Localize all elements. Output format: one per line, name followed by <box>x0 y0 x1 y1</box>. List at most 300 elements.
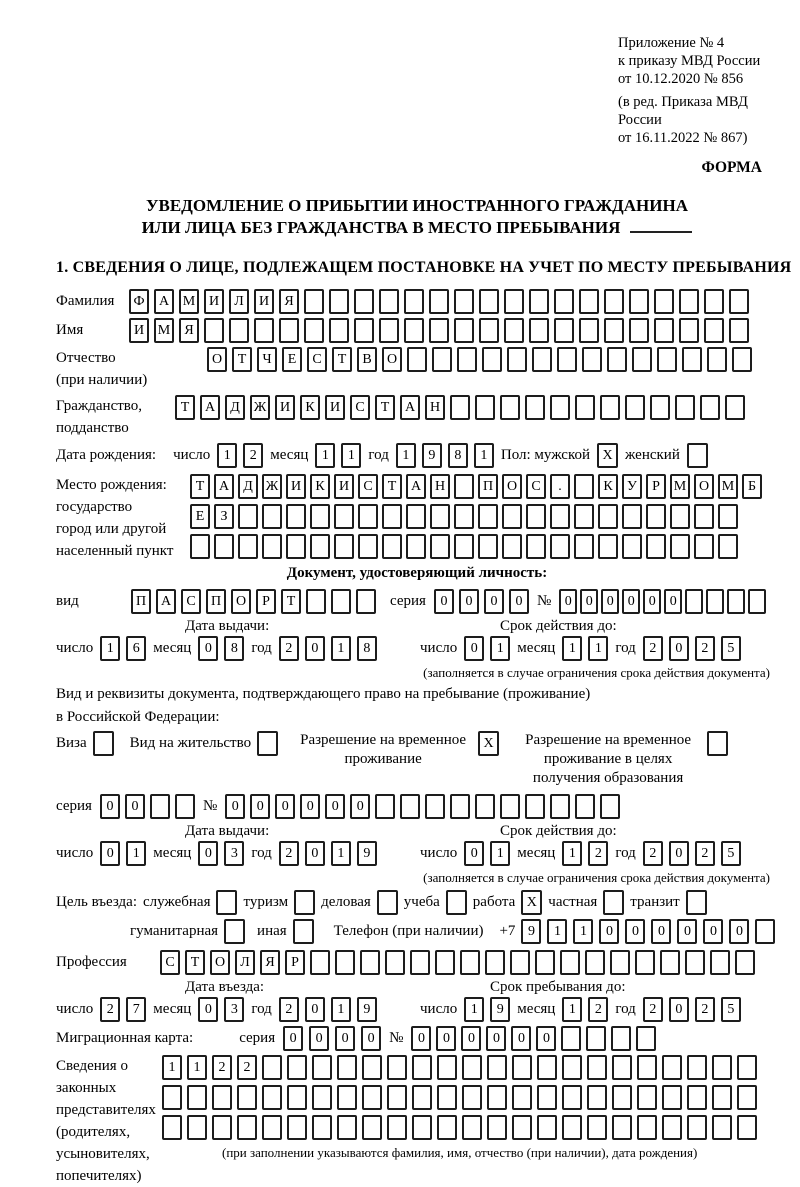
char-cell <box>437 1085 457 1110</box>
char-cell <box>454 474 474 499</box>
char-cell <box>612 1115 632 1140</box>
residence-permit-label: Вид на жительство <box>129 735 252 751</box>
char-cell: Ж <box>262 474 282 499</box>
char-cell: М <box>718 474 738 499</box>
purpose-row2 <box>56 919 778 944</box>
char-cell <box>737 1085 757 1110</box>
entry-day-cells <box>100 997 146 1022</box>
char-cell: 0 <box>198 997 218 1022</box>
char-cell <box>675 395 695 420</box>
char-cell <box>562 1055 582 1080</box>
char-cell <box>360 950 380 975</box>
char-cell: 2 <box>588 841 608 866</box>
char-cell <box>685 950 705 975</box>
series-label: серия <box>56 798 92 814</box>
char-cell <box>532 347 552 372</box>
char-cell: Т <box>382 474 402 499</box>
char-cell: К <box>310 474 330 499</box>
char-cell: 0 <box>100 794 120 819</box>
char-cell: Т <box>185 950 205 975</box>
gender-male-label: Пол: мужской <box>500 447 591 463</box>
char-cell: 1 <box>341 443 361 468</box>
doc-valid-month-cells <box>562 636 608 661</box>
char-cell <box>304 318 324 343</box>
char-cell: 9 <box>357 841 377 866</box>
char-cell <box>500 794 520 819</box>
char-cell: Т <box>175 395 195 420</box>
char-cell <box>707 347 727 372</box>
appendix-line: к приказу МВД России <box>618 53 761 69</box>
char-cell <box>337 1055 357 1080</box>
month-label: месяц <box>517 640 556 656</box>
char-cell: 0 <box>669 841 689 866</box>
char-cell: 8 <box>357 636 377 661</box>
char-cell: Н <box>430 474 450 499</box>
char-cell: 8 <box>448 443 468 468</box>
char-cell: 0 <box>436 1026 456 1051</box>
char-cell <box>610 950 630 975</box>
char-cell <box>475 794 495 819</box>
char-cell: О <box>207 347 227 372</box>
char-cell: 1 <box>490 636 510 661</box>
char-cell: Д <box>225 395 245 420</box>
char-cell: 0 <box>335 1026 355 1051</box>
char-cell <box>335 950 355 975</box>
char-cell: А <box>154 289 174 314</box>
char-cell <box>262 504 282 529</box>
char-cell: 0 <box>643 589 661 614</box>
visa-checkbox <box>93 731 114 756</box>
char-cell <box>635 950 655 975</box>
char-cell: С <box>160 950 180 975</box>
char-cell: Н <box>425 395 445 420</box>
char-cell: 2 <box>279 841 299 866</box>
char-cell <box>450 395 470 420</box>
char-cell <box>550 395 570 420</box>
char-cell <box>204 318 224 343</box>
patronymic-label: Отчество <box>56 350 116 366</box>
profession-cells <box>160 950 755 975</box>
char-cell: 0 <box>599 919 619 944</box>
migration-card-label: Миграционная карта: <box>56 1030 194 1046</box>
char-cell <box>537 1055 557 1080</box>
day-label: число <box>420 640 458 656</box>
char-cell: 0 <box>250 794 270 819</box>
stay-valid-month-cells <box>562 841 608 866</box>
char-cell: 0 <box>305 997 325 1022</box>
purpose-transit-label: транзит <box>630 894 680 910</box>
char-cell <box>562 1115 582 1140</box>
char-cell: 1 <box>217 443 237 468</box>
char-cell: О <box>231 589 251 614</box>
stay-until-month-cells <box>562 997 608 1022</box>
char-cell <box>735 950 755 975</box>
doc-issue-month-cells <box>198 636 244 661</box>
char-cell <box>662 1085 682 1110</box>
representatives-label-line: представителях <box>56 1102 156 1118</box>
char-cell: 5 <box>721 997 741 1022</box>
char-cell: С <box>181 589 201 614</box>
purpose-work-checkbox: X <box>521 890 542 915</box>
char-cell <box>237 1085 257 1110</box>
char-cell <box>625 395 645 420</box>
char-cell <box>478 504 498 529</box>
char-cell <box>612 1055 632 1080</box>
char-cell <box>404 318 424 343</box>
char-cell: 5 <box>721 636 741 661</box>
char-cell: О <box>382 347 402 372</box>
char-cell: М <box>154 318 174 343</box>
char-cell: Т <box>281 589 301 614</box>
char-cell: 9 <box>357 997 377 1022</box>
char-cell <box>379 318 399 343</box>
char-cell <box>737 1115 757 1140</box>
representatives-row <box>56 1055 778 1187</box>
char-cell: 0 <box>198 841 218 866</box>
char-cell: М <box>670 474 690 499</box>
char-cell <box>187 1085 207 1110</box>
char-cell <box>487 1055 507 1080</box>
char-cell <box>190 534 210 559</box>
char-cell: Б <box>742 474 762 499</box>
char-cell: П <box>131 589 151 614</box>
char-cell <box>535 950 555 975</box>
char-cell <box>604 289 624 314</box>
char-cell <box>622 504 642 529</box>
char-cell <box>579 289 599 314</box>
char-cell: И <box>275 395 295 420</box>
char-cell: О <box>694 474 714 499</box>
char-cell <box>755 919 775 944</box>
char-cell <box>238 504 258 529</box>
char-cell <box>604 318 624 343</box>
birth-day-cells <box>217 443 263 468</box>
char-cell <box>334 504 354 529</box>
patronymic-row <box>56 347 778 391</box>
char-cell <box>574 504 594 529</box>
doc-dates-row <box>56 636 778 661</box>
char-cell: 1 <box>464 997 484 1022</box>
char-cell <box>712 1085 732 1110</box>
char-cell: 1 <box>490 841 510 866</box>
purpose-work-label: работа <box>472 894 516 910</box>
char-cell: Т <box>375 395 395 420</box>
char-cell <box>510 950 530 975</box>
char-cell <box>607 347 627 372</box>
char-cell: З <box>214 504 234 529</box>
char-cell <box>450 794 470 819</box>
given-name-label: Имя <box>56 322 84 338</box>
char-cell <box>425 794 445 819</box>
char-cell: 1 <box>588 636 608 661</box>
validity-note: (заполняется в случае ограничения срока действия документа) <box>423 870 770 885</box>
char-cell <box>362 1085 382 1110</box>
char-cell: 2 <box>643 997 663 1022</box>
series-label: серия <box>239 1030 276 1046</box>
char-cell <box>504 289 524 314</box>
valid-until-heading: Срок действия до: <box>500 823 617 839</box>
char-cell: 0 <box>275 794 295 819</box>
char-cell <box>704 289 724 314</box>
birth-place-cells-row2 <box>190 504 762 529</box>
char-cell <box>212 1115 232 1140</box>
char-cell: 0 <box>350 794 370 819</box>
char-cell <box>637 1085 657 1110</box>
char-cell <box>700 395 720 420</box>
char-cell: 2 <box>588 997 608 1022</box>
char-cell <box>574 474 594 499</box>
char-cell <box>479 289 499 314</box>
identity-doc-heading: Документ, удостоверяющий личность: <box>286 565 548 581</box>
char-cell <box>429 289 449 314</box>
char-cell: А <box>214 474 234 499</box>
char-cell: 8 <box>224 636 244 661</box>
char-cell <box>356 589 376 614</box>
phone-label: Телефон (при наличии) <box>333 923 484 939</box>
char-cell: 2 <box>100 997 120 1022</box>
representatives-label-line: попечителях) <box>56 1168 142 1184</box>
day-label: число <box>56 640 94 656</box>
char-cell <box>310 504 330 529</box>
char-cell <box>732 347 752 372</box>
char-cell: 0 <box>325 794 345 819</box>
char-cell <box>537 1115 557 1140</box>
issue-date-heading: Дата выдачи: <box>185 618 270 634</box>
char-cell <box>725 395 745 420</box>
char-cell <box>694 534 714 559</box>
char-cell: 9 <box>422 443 442 468</box>
day-label: число <box>173 447 211 463</box>
char-cell <box>485 950 505 975</box>
char-cell <box>660 950 680 975</box>
entry-dates-row <box>56 997 778 1022</box>
given-name-row <box>56 318 778 343</box>
char-cell <box>748 589 766 614</box>
stay-issue-month-cells <box>198 841 244 866</box>
char-cell <box>562 1085 582 1110</box>
char-cell <box>358 534 378 559</box>
char-cell: 0 <box>509 589 529 614</box>
surname-row <box>56 289 778 314</box>
char-cell <box>550 504 570 529</box>
stay-doc-series-cells <box>100 794 195 819</box>
char-cell: Р <box>256 589 276 614</box>
doc-kind-cells <box>131 589 376 614</box>
char-cell <box>574 534 594 559</box>
char-cell: 6 <box>126 636 146 661</box>
char-cell <box>331 589 351 614</box>
birth-year-cells <box>396 443 494 468</box>
char-cell: С <box>358 474 378 499</box>
char-cell: И <box>325 395 345 420</box>
char-cell <box>712 1115 732 1140</box>
month-label: месяц <box>153 1001 192 1017</box>
char-cell: О <box>210 950 230 975</box>
char-cell: 9 <box>490 997 510 1022</box>
entry-date-heading: Дата въезда: <box>185 979 265 995</box>
year-label: год <box>615 640 636 656</box>
char-cell <box>622 534 642 559</box>
char-cell <box>611 1026 631 1051</box>
char-cell <box>525 395 545 420</box>
char-cell <box>729 318 749 343</box>
amendment-line: (в ред. Приказа МВД России <box>618 94 748 128</box>
char-cell: 3 <box>224 841 244 866</box>
char-cell <box>435 950 455 975</box>
purpose-private-label: частная <box>548 894 598 910</box>
stay-doc-intro2: в Российской Федерации: <box>56 709 220 725</box>
char-cell <box>587 1055 607 1080</box>
char-cell: 1 <box>162 1055 182 1080</box>
citizenship-cells <box>175 395 745 420</box>
birth-place-label-line: населенный пункт <box>56 543 174 559</box>
amendment-line: от 16.11.2022 № 867) <box>618 130 748 146</box>
representatives-cells-row2 <box>162 1085 757 1110</box>
form-label: ФОРМА <box>701 159 762 176</box>
char-cell <box>629 318 649 343</box>
month-label: месяц <box>153 640 192 656</box>
char-cell <box>337 1115 357 1140</box>
purpose-business-checkbox <box>216 890 237 915</box>
char-cell <box>362 1055 382 1080</box>
char-cell <box>507 347 527 372</box>
char-cell <box>387 1115 407 1140</box>
char-cell <box>262 1115 282 1140</box>
char-cell: Р <box>285 950 305 975</box>
stay-doc-series-row <box>56 794 778 819</box>
purpose-tourism-label: туризм <box>243 894 289 910</box>
month-label: месяц <box>517 1001 556 1017</box>
stay-valid-year-cells <box>643 841 741 866</box>
day-label: число <box>420 845 458 861</box>
char-cell: 2 <box>212 1055 232 1080</box>
char-cell <box>706 589 724 614</box>
char-cell <box>460 950 480 975</box>
char-cell <box>718 534 738 559</box>
doc-valid-day-cells <box>464 636 510 661</box>
char-cell: 2 <box>243 443 263 468</box>
char-cell <box>502 534 522 559</box>
char-cell <box>175 794 195 819</box>
char-cell <box>334 534 354 559</box>
char-cell <box>412 1055 432 1080</box>
char-cell <box>162 1085 182 1110</box>
char-cell <box>587 1115 607 1140</box>
char-cell: И <box>334 474 354 499</box>
char-cell <box>637 1115 657 1140</box>
validity-note: (заполняется в случае ограничения срока действия документа) <box>423 665 770 680</box>
birth-place-cells-row1 <box>190 474 762 499</box>
char-cell <box>575 395 595 420</box>
char-cell: А <box>200 395 220 420</box>
char-cell <box>310 950 330 975</box>
char-cell <box>529 318 549 343</box>
char-cell <box>554 289 574 314</box>
char-cell <box>406 534 426 559</box>
char-cell: 2 <box>279 997 299 1022</box>
char-cell <box>329 289 349 314</box>
char-cell: С <box>307 347 327 372</box>
char-cell <box>550 534 570 559</box>
char-cell: 1 <box>315 443 335 468</box>
char-cell: 2 <box>695 841 715 866</box>
residence-permit-checkbox <box>257 731 278 756</box>
char-cell: 2 <box>695 636 715 661</box>
char-cell: Л <box>235 950 255 975</box>
char-cell: 1 <box>562 841 582 866</box>
char-cell <box>537 1085 557 1110</box>
char-cell: 1 <box>331 636 351 661</box>
char-cell: П <box>206 589 226 614</box>
char-cell <box>287 1085 307 1110</box>
char-cell: А <box>406 474 426 499</box>
char-cell <box>586 1026 606 1051</box>
char-cell <box>682 347 702 372</box>
char-cell: 0 <box>100 841 120 866</box>
char-cell <box>329 318 349 343</box>
char-cell <box>600 395 620 420</box>
char-cell <box>729 289 749 314</box>
appendix-line: от 10.12.2020 № 856 <box>618 71 744 87</box>
number-label: № <box>202 798 218 814</box>
char-cell: К <box>300 395 320 420</box>
surname-label: Фамилия <box>56 293 115 309</box>
year-label: год <box>615 1001 636 1017</box>
char-cell: 0 <box>309 1026 329 1051</box>
char-cell: 2 <box>643 636 663 661</box>
char-cell <box>229 318 249 343</box>
char-cell <box>238 534 258 559</box>
birth-place-label-line: государство <box>56 499 133 515</box>
entry-year-cells <box>279 997 377 1022</box>
char-cell: 0 <box>283 1026 303 1051</box>
char-cell: . <box>550 474 570 499</box>
char-cell: 1 <box>187 1055 207 1080</box>
char-cell: Т <box>332 347 352 372</box>
char-cell: 1 <box>331 997 351 1022</box>
char-cell <box>475 395 495 420</box>
char-cell: У <box>622 474 642 499</box>
year-label: год <box>615 845 636 861</box>
representatives-label-line: законных <box>56 1080 117 1096</box>
char-cell <box>287 1115 307 1140</box>
issue-date-heading: Дата выдачи: <box>185 823 270 839</box>
char-cell: 1 <box>573 919 593 944</box>
char-cell <box>560 950 580 975</box>
char-cell <box>304 289 324 314</box>
char-cell: 0 <box>580 589 598 614</box>
char-cell: А <box>156 589 176 614</box>
surname-cells <box>129 289 749 314</box>
char-cell: 0 <box>511 1026 531 1051</box>
char-cell <box>526 534 546 559</box>
char-cell <box>212 1085 232 1110</box>
birth-place-label: Место рождения: <box>56 477 167 493</box>
phone-prefix: +7 <box>499 923 516 939</box>
birth-month-cells <box>315 443 361 468</box>
purpose-humanitarian-label: гуманитарная <box>130 923 219 939</box>
char-cell: 0 <box>559 589 577 614</box>
char-cell <box>457 347 477 372</box>
char-cell: Е <box>190 504 210 529</box>
char-cell: И <box>129 318 149 343</box>
migration-series-cells <box>283 1026 381 1051</box>
char-cell <box>737 1055 757 1080</box>
char-cell <box>561 1026 581 1051</box>
purpose-private-checkbox <box>603 890 624 915</box>
month-label: месяц <box>517 845 556 861</box>
char-cell <box>575 794 595 819</box>
